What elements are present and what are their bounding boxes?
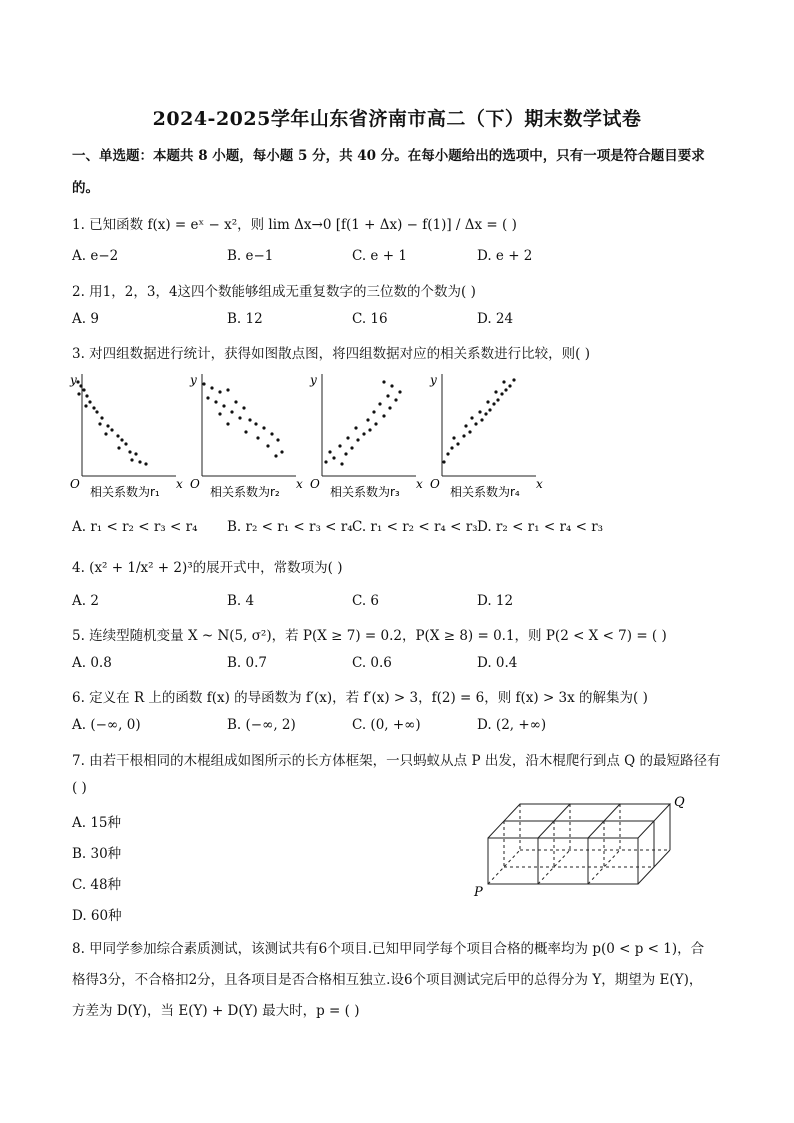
scatter-point — [368, 428, 371, 431]
question-4-options — [72, 593, 732, 613]
question-4: 4. (x² + 1/x² + 2)³的展开式中，常数项为( ) — [72, 560, 343, 576]
option-c[interactable]: C. 16 — [352, 311, 388, 327]
scatter-point — [346, 436, 349, 439]
option-d[interactable]: D. 24 — [477, 311, 514, 327]
cuboid-frame-figure — [470, 792, 690, 902]
scatter-point — [388, 406, 391, 409]
x-axis-label: x — [296, 477, 303, 491]
scatter-point — [324, 460, 327, 463]
option-a[interactable]: A. e−2 — [72, 248, 119, 264]
option-a[interactable]: A. 9 — [72, 311, 99, 327]
scatter-point — [382, 414, 385, 417]
scatter-point — [464, 424, 467, 427]
option-d[interactable]: D. 0.4 — [477, 655, 518, 671]
section-heading: 一、单选题：本题共 8 小题，每小题 5 分，共 40 分。在每小题给出的选项中，只有一项是符合题目要求 — [72, 148, 705, 164]
option-a[interactable]: A. (−∞, 0) — [72, 717, 141, 733]
option-d[interactable]: D. r₂ < r₁ < r₄ < r₃ — [477, 519, 604, 535]
scatter-caption-3: 相关系数为r₃ — [330, 485, 400, 499]
scatter-point — [218, 412, 221, 415]
option-c[interactable]: C. e + 1 — [352, 248, 407, 264]
question-1: 1. 已知函数 f(x) = eˣ − x²，则 lim Δx→0 [f(1 + Δx) − f(1)] / Δx = ( ) — [72, 217, 517, 233]
y-axis-label: y — [70, 373, 77, 387]
scatter-point — [144, 462, 147, 465]
scatter-point — [280, 450, 283, 453]
scatter-point — [77, 392, 80, 395]
scatter-point — [478, 410, 481, 413]
scatter-caption-4: 相关系数为r₄ — [450, 485, 520, 499]
scatter-point — [98, 422, 101, 425]
scatter-plot-4 — [429, 373, 543, 499]
option-c[interactable]: C. 48种 — [72, 877, 122, 893]
scatter-point — [82, 388, 85, 391]
question-3-options — [72, 519, 732, 539]
scatter-point — [446, 452, 449, 455]
scatter-point — [332, 456, 335, 459]
scatter-point — [496, 398, 499, 401]
scatter-point — [130, 458, 133, 461]
scatter-point — [486, 400, 489, 403]
question-8-line-2: 格得3分，不合格扣2分，且各项目是否合格相互独立.设6个项目测试完后甲的总得分为 Y，期望为 E(Y)， — [72, 972, 703, 988]
scatter-point — [394, 398, 397, 401]
scatter-point — [242, 406, 245, 409]
scatter-point — [238, 416, 241, 419]
option-c[interactable]: C. r₁ < r₂ < r₄ < r₃ — [352, 519, 478, 535]
scatter-point — [226, 388, 229, 391]
scatter-point — [116, 434, 119, 437]
x-axis-label: x — [536, 477, 543, 491]
origin-label: O — [70, 477, 80, 491]
option-b[interactable]: B. 4 — [227, 593, 255, 609]
scatter-point — [254, 422, 257, 425]
option-c[interactable]: C. 6 — [352, 593, 380, 609]
scatter-point — [494, 390, 497, 393]
scatter-point — [398, 390, 401, 393]
scatter-point — [88, 400, 91, 403]
scatter-point — [390, 384, 393, 387]
scatter-point — [276, 438, 279, 441]
option-c[interactable]: C. (0, +∞) — [352, 717, 421, 733]
scatter-point — [452, 436, 455, 439]
question-5-options — [72, 655, 732, 675]
scatter-point — [492, 402, 495, 405]
question-2-options — [72, 311, 732, 331]
scatter-point — [134, 452, 137, 455]
scatter-plot-2 — [189, 373, 303, 499]
option-a[interactable]: A. 0.8 — [72, 655, 112, 671]
scatter-point — [484, 412, 487, 415]
scatter-point — [338, 444, 341, 447]
option-d[interactable]: D. 12 — [477, 593, 514, 609]
scatter-point — [262, 426, 265, 429]
scatter-point — [488, 408, 491, 411]
scatter-point — [378, 402, 381, 405]
section-heading-cont: 的。 — [72, 180, 99, 196]
scatter-point — [362, 432, 365, 435]
scatter-point — [92, 406, 95, 409]
scatter-point — [104, 432, 107, 435]
scatter-point — [117, 446, 120, 449]
scatter-plot-3 — [309, 373, 423, 499]
scatter-point — [210, 386, 213, 389]
option-c[interactable]: C. 0.6 — [352, 655, 392, 671]
scatter-point — [374, 422, 377, 425]
scatter-plots-figure — [64, 368, 554, 508]
scatter-plot-1 — [69, 373, 183, 499]
scatter-point — [124, 442, 127, 445]
scatter-point — [222, 404, 225, 407]
origin-label: O — [190, 477, 200, 491]
scatter-point — [234, 400, 237, 403]
option-d[interactable]: D. (2, +∞) — [477, 717, 547, 733]
scatter-point — [79, 384, 82, 387]
option-b[interactable]: B. 12 — [227, 311, 263, 327]
scatter-point — [120, 438, 123, 441]
x-axis-label: x — [176, 477, 183, 491]
y-axis-label: y — [190, 373, 197, 387]
scatter-point — [470, 416, 473, 419]
scatter-point — [274, 454, 277, 457]
question-7: 7. 由若干根相同的木棍组成如图所示的长方体框架，一只蚂蚁从点 P 出发，沿木棍爬行到点 Q 的最短路径有 — [72, 753, 721, 769]
scatter-point — [244, 430, 247, 433]
question-5: 5. 连续型随机变量 X ~ N(5, σ²)，若 P(X ≥ 7) = 0.2，P(X ≥ 8) = 0.1，则 P(2 < X < 7) = ( ) — [72, 628, 667, 644]
scatter-point — [206, 396, 209, 399]
question-6: 6. 定义在 R 上的函数 f(x) 的导函数为 f′(x)，若 f′(x) > 3，f(2) = 6，则 f(x) > 3x 的解集为( ) — [72, 690, 648, 706]
option-b[interactable]: B. e−1 — [227, 248, 274, 264]
x-axis-label: x — [416, 477, 423, 491]
option-b[interactable]: B. (−∞, 2) — [227, 717, 296, 733]
scatter-point — [512, 378, 515, 381]
scatter-point — [256, 436, 259, 439]
question-3: 3. 对四组数据进行统计，获得如图散点图，将四组数据对应的相关系数进行比较，则( ) — [72, 346, 590, 362]
scatter-point — [230, 410, 233, 413]
question-6-options — [72, 717, 732, 737]
scatter-point — [456, 442, 459, 445]
question-8-line-3: 方差为 D(Y)，当 E(Y) + D(Y) 最大时，p = ( ) — [72, 1003, 360, 1019]
scatter-point — [106, 424, 109, 427]
scatter-caption-1: 相关系数为r₁ — [90, 485, 160, 499]
scatter-point — [110, 428, 113, 431]
option-b[interactable]: B. r₂ < r₁ < r₃ < r₄ — [227, 519, 353, 535]
scatter-point — [270, 432, 273, 435]
scatter-caption-2: 相关系数为r₂ — [210, 485, 280, 499]
scatter-point — [100, 416, 103, 419]
scatter-point — [382, 380, 385, 383]
scatter-point — [218, 390, 221, 393]
scatter-point — [356, 438, 359, 441]
question-2: 2. 用1，2，3，4这四个数能够组成无重复数字的三位数的个数为( ) — [72, 284, 476, 300]
option-d[interactable]: D. 60种 — [72, 908, 122, 924]
scatter-point — [502, 380, 505, 383]
scatter-point — [226, 422, 229, 425]
page-title: 2024-2025学年山东省济南市高二（下）期末数学试卷 — [152, 108, 642, 130]
point-p-label: P — [474, 885, 483, 900]
scatter-point — [468, 430, 471, 433]
scatter-point — [354, 426, 357, 429]
scatter-point — [84, 404, 87, 407]
scatter-point — [450, 446, 453, 449]
scatter-point — [504, 388, 507, 391]
scatter-point — [344, 452, 347, 455]
scatter-point — [340, 462, 343, 465]
option-a[interactable]: A. r₁ < r₂ < r₃ < r₄ — [72, 519, 198, 535]
scatter-point — [248, 418, 251, 421]
scatter-point — [350, 446, 353, 449]
scatter-point — [328, 450, 331, 453]
point-q-label: Q — [674, 795, 685, 810]
scatter-point — [76, 380, 79, 383]
option-a[interactable]: A. 2 — [72, 593, 99, 609]
scatter-point — [366, 418, 369, 421]
scatter-point — [266, 444, 269, 447]
question-1-options — [72, 248, 732, 268]
scatter-point — [138, 460, 141, 463]
question-7-paren: ( ) — [72, 780, 87, 796]
question-7-options — [72, 811, 122, 935]
scatter-point — [214, 400, 217, 403]
option-d[interactable]: D. e + 2 — [477, 248, 533, 264]
scatter-point — [508, 384, 511, 387]
scatter-point — [474, 422, 477, 425]
scatter-point — [500, 392, 503, 395]
option-b[interactable]: B. 30种 — [72, 846, 122, 862]
question-8-line-1: 8. 甲同学参加综合素质测试，该测试共有6个项目.已知甲同学每个项目合格的概率均为 p(0 < p < 1)，合 — [72, 941, 705, 957]
scatter-point — [386, 394, 389, 397]
scatter-point — [128, 450, 131, 453]
scatter-point — [95, 410, 98, 413]
scatter-point — [442, 460, 445, 463]
y-axis-label: y — [430, 373, 437, 387]
scatter-point — [372, 410, 375, 413]
y-axis-label: y — [310, 373, 317, 387]
scatter-point — [85, 394, 88, 397]
origin-label: O — [430, 477, 440, 491]
option-b[interactable]: B. 0.7 — [227, 655, 267, 671]
scatter-point — [462, 434, 465, 437]
scatter-point — [480, 418, 483, 421]
scatter-point — [202, 382, 205, 385]
origin-label: O — [310, 477, 320, 491]
option-a[interactable]: A. 15种 — [72, 815, 122, 831]
